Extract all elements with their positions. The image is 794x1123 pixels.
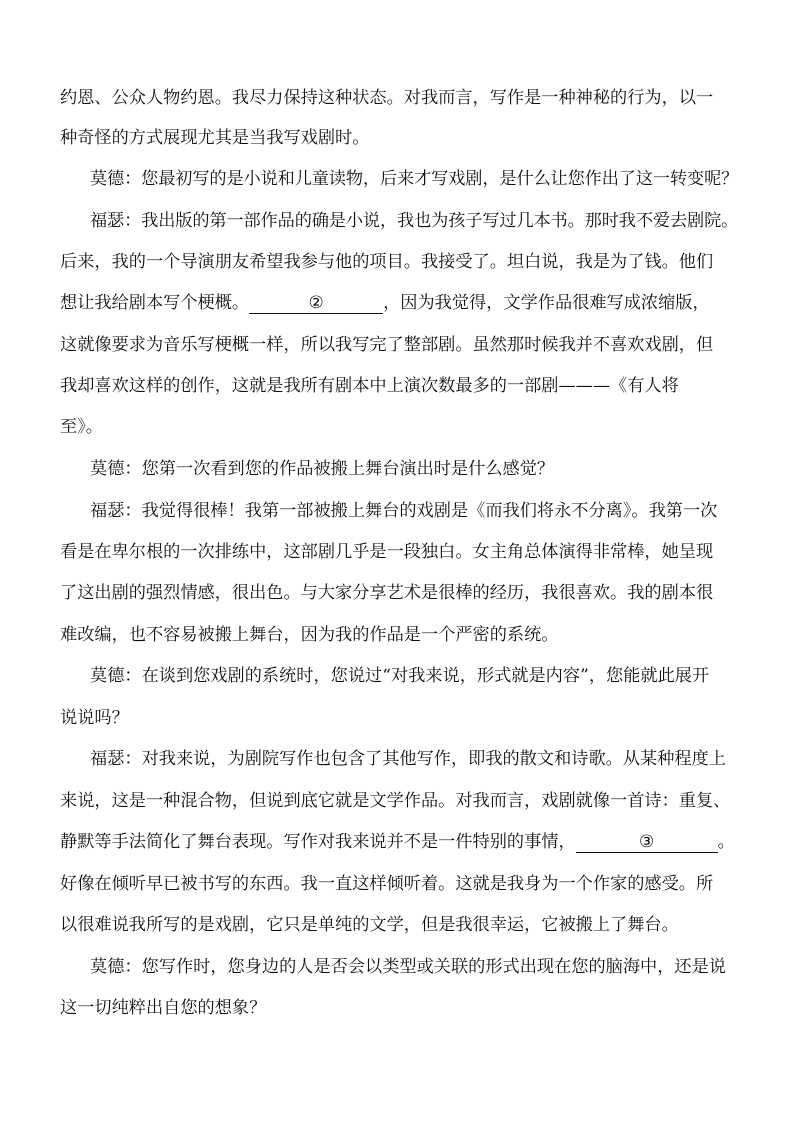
- text-segment: 想让我给剧本写个梗概。: [60, 293, 250, 313]
- text-line: 好像在倾听早已被书写的东西。我一直这样倾听着。这就是我身为一个作家的感受。所: [60, 874, 714, 894]
- blank-number: ②: [308, 293, 324, 313]
- question-line: 莫德：您最初写的是小说和儿童读物，后来才写戏剧，是什么让您作出了这一转变呢？: [90, 169, 739, 189]
- text-line: 种奇怪的方式展现尤其是当我写戏剧时。: [60, 128, 370, 148]
- answer-line: 福瑟：我出版的第一部作品的确是小说，我也为孩子写过几本书。那时我不爱去剧院。: [90, 211, 739, 231]
- text-line: 难改编，也不容易被搬上舞台，因为我的作品是一个严密的系统。: [60, 625, 559, 645]
- blank-number: ③: [639, 832, 655, 852]
- answer-line: 福瑟：对我来说，为剧院写作也包含了其他写作，即我的散文和诗歌。从某种程度上: [90, 749, 726, 769]
- text-line: 说说吗？: [60, 708, 129, 728]
- fill-in-blank-2: [249, 293, 383, 314]
- question-line: 莫德：您第一次看到您的作品被搬上舞台演出时是什么感觉？: [90, 459, 555, 479]
- fill-in-blank-3: [576, 832, 718, 853]
- text-line-with-blank: [60, 829, 740, 855]
- text-line: 了这出剧的强烈情感，很出色。与大家分享艺术是很棒的经历，我很喜欢。我的剧本很: [60, 583, 714, 603]
- text-line: 至》。: [60, 417, 103, 437]
- text-line: 这就像要求为音乐写梗概一样，所以我写完了整部剧。虽然那时候我并不喜欢戏剧，但: [60, 335, 714, 355]
- answer-line: 福瑟：我觉得很棒！我第一部被搬上舞台的戏剧是《而我们将永不分离》。我第一次: [90, 501, 718, 521]
- text-line: 这一切纯粹出自您的想象？: [60, 998, 267, 1018]
- text-line: 我却喜欢这样的创作，这就是我所有剧本中上演次数最多的一部剧———《有人将: [60, 376, 679, 396]
- text-segment: ，因为我觉得，文学作品很难写成浓缩版，: [383, 293, 710, 313]
- text-line: 后来，我的一个导演朋友希望我参与他的项目。我接受了。坦白说，我是为了钱。他们: [60, 252, 714, 272]
- text-segment: 。: [717, 832, 735, 852]
- text-segment: 静默等手法简化了舞台表现。写作对我来说并不是一件特别的事情，: [60, 832, 576, 852]
- text-line-with-blank: [60, 290, 740, 316]
- question-line: 莫德：您写作时，您身边的人是否会以类型或关联的形式出现在您的脑海中，还是说: [90, 957, 726, 977]
- text-line: 来说，这是一种混合物，但说到底它就是文学作品。对我而言，戏剧就像一首诗：重复、: [60, 791, 731, 811]
- question-line: 莫德：在谈到您戏剧的系统时，您说过“对我来说，形式就是内容”，您能就此展开: [90, 666, 710, 686]
- text-line: 约恩、公众人物约恩。我尽力保持这种状态。对我而言，写作是一种神秘的行为，以一: [60, 88, 714, 108]
- text-line: 以很难说我所写的是戏剧，它只是单纯的文学，但是我很幸运，它被搬上了舞台。: [60, 915, 679, 935]
- text-line: 看是在卑尔根的一次排练中，这部剧几乎是一段独白。女主角总体演得非常棒，她呈现: [60, 542, 714, 562]
